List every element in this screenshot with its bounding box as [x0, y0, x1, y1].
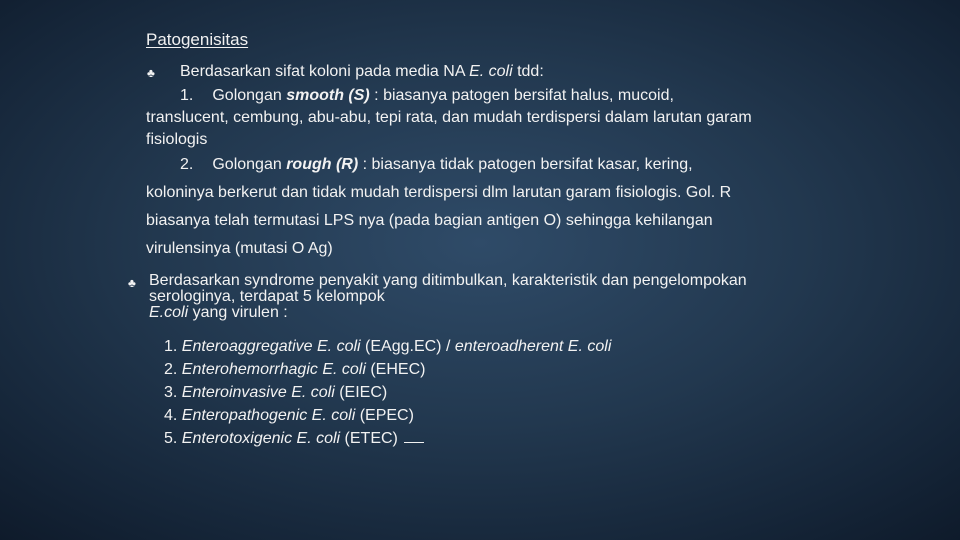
- list-name: Enteropathogenic E. coli: [181, 407, 356, 424]
- bullet1-intro: [180, 62, 544, 82]
- bullet2-line3-rest: yang virulen :: [188, 304, 288, 321]
- bullet2-organism: E.coli: [149, 304, 189, 321]
- list-number: 2.: [164, 361, 182, 378]
- list-abbr: (EHEC): [365, 361, 426, 378]
- list-name: Enteroaggregative E. coli: [181, 338, 361, 355]
- bullet1-organism: E. coli: [469, 63, 513, 80]
- item1-line2: translucent, cembung, abu-abu, tepi rata, dan mudah terdispersi dalam larutan garam: [146, 109, 752, 126]
- list-abbr: (EAgg.EC) /: [360, 338, 455, 355]
- list-name: Enterohemorrhagic E. coli: [181, 361, 366, 378]
- list-abbr: (EPEC): [355, 407, 414, 424]
- item1-rest: : biasanya patogen bersifat halus, mucoid,: [369, 87, 674, 104]
- bullet1-intro-text: Berdasarkan sifat koloni pada media NA: [180, 63, 470, 80]
- item2-prefix: Golongan: [212, 156, 287, 173]
- item2-number: 2.: [180, 156, 194, 173]
- underline-blank: [404, 428, 424, 443]
- item2-line4: virulensinya (mutasi O Ag): [146, 240, 333, 257]
- list-abbr: (EIEC): [334, 384, 388, 401]
- item1-number: 1.: [180, 87, 194, 104]
- item2-term: rough (R): [286, 156, 359, 173]
- list-item: [164, 381, 387, 404]
- list-number: 4.: [164, 407, 182, 424]
- list-item: [164, 427, 424, 450]
- bullet2-line2: serologinya, terdapat 5 kelompok: [149, 288, 385, 305]
- item1-term: smooth (S): [286, 87, 370, 104]
- list-number: 1.: [164, 338, 182, 355]
- list-number: 5.: [164, 430, 182, 447]
- slide-title: Patogenisitas: [146, 30, 249, 49]
- item1-prefix: Golongan: [212, 87, 287, 104]
- list-number: 3.: [164, 384, 182, 401]
- item1-line3: fisiologis: [146, 131, 208, 148]
- item2-line2: koloninya berkerut dan tidak mudah terdispersi dlm larutan garam fisiologis. Gol. R: [146, 184, 732, 201]
- club-bullet-icon: ♣: [128, 276, 136, 290]
- bullet2-line3: [149, 305, 288, 320]
- list-item: [164, 404, 414, 427]
- item2-rest: : biasanya tidak patogen bersifat kasar, kering,: [358, 156, 693, 173]
- item1-line1: [180, 86, 674, 106]
- club-bullet-icon: ♣: [147, 66, 155, 80]
- list-name: Enterotoxigenic E. coli: [181, 430, 341, 447]
- list-abbr: (ETEC): [340, 430, 398, 447]
- list-name: Enteroinvasive E. coli: [181, 384, 335, 401]
- list-item: [164, 335, 611, 358]
- item2-line3: biasanya telah termutasi LPS nya (pada bagian antigen O) sehingga kehilangan: [146, 212, 713, 229]
- item2-line1: [180, 155, 693, 175]
- list-item: [164, 358, 425, 381]
- bullet2-line1: Berdasarkan syndrome penyakit yang ditimbulkan, karakteristik dan pengelompokan: [149, 272, 747, 289]
- list-extra: enteroadherent E. coli: [454, 338, 612, 355]
- bullet1-intro-end: tdd:: [512, 63, 544, 80]
